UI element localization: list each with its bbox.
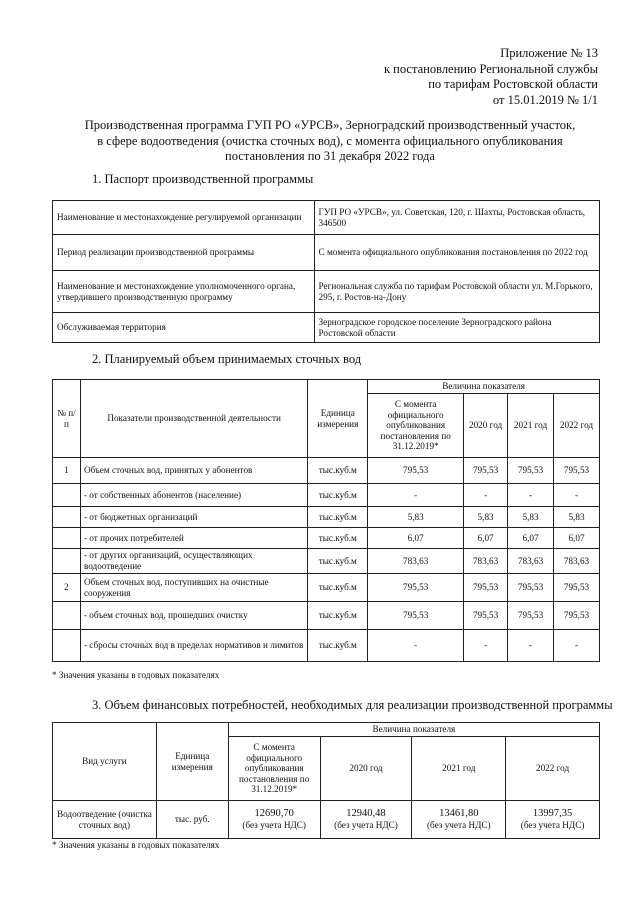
row-value: 783,63: [508, 549, 554, 574]
row-value-cell: [228, 801, 320, 839]
row-value: 6,07: [554, 528, 600, 549]
row-value: 795,53: [554, 602, 600, 630]
row-num: [53, 630, 81, 662]
table-row: [53, 484, 600, 507]
row-name: Объем сточных вод, принятых у абонентов: [80, 458, 307, 484]
passport-row: [53, 235, 600, 271]
row-value: -: [508, 484, 554, 507]
row-value: -: [368, 484, 464, 507]
row-value: -: [464, 484, 508, 507]
header-value-group: Величина показателя: [368, 380, 600, 394]
table-row: [53, 528, 600, 549]
row-value: 783,63: [554, 549, 600, 574]
table-row: [53, 630, 600, 662]
vat-note: (без учета НДС): [242, 820, 306, 831]
row-num: 2: [53, 574, 81, 602]
table-header-row: [53, 380, 600, 394]
title-line: Производственная программа ГУП РО «УРСВ», Зерноградский производственный участок,: [84, 118, 576, 132]
passport-label: Наименование и местонахождение уполномоченного органа, утвердившего производственную программу: [53, 271, 315, 313]
row-value: 795,53: [464, 602, 508, 630]
row-num: [53, 484, 81, 507]
header-col-3: 2022 год: [506, 737, 600, 801]
row-value: 5,83: [508, 507, 554, 528]
row-value: 12940,48: [346, 808, 386, 820]
row-name: - сбросы сточных вод в пределах нормативов и лимитов: [80, 630, 307, 662]
row-unit: тыс.куб.м: [308, 507, 368, 528]
header-indicator: Показатели производственной деятельности: [80, 380, 307, 458]
row-unit: тыс.куб.м: [308, 484, 368, 507]
passport-value: Зерноградское городское поселение Зерноградского района Ростовской области: [314, 313, 599, 343]
row-value: -: [368, 630, 464, 662]
appendix-line: Приложение № 13: [500, 46, 598, 60]
row-value: 795,53: [508, 458, 554, 484]
passport-value: ГУП РО «УРСВ», ул. Советская, 120, г. Шахты, Ростовская область, 346500: [314, 201, 599, 235]
row-value: 12690,70: [254, 808, 294, 820]
row-value: 13997,35: [532, 808, 573, 820]
appendix-header: [384, 46, 598, 108]
row-name: - от других организаций, осуществляющих водоотведение: [80, 549, 307, 574]
row-value: 795,53: [508, 574, 554, 602]
row-num: [53, 549, 81, 574]
row-value: 6,07: [464, 528, 508, 549]
row-value-cell: [412, 801, 506, 839]
header-col-1: 2020 год: [320, 737, 412, 801]
row-value: 795,53: [554, 574, 600, 602]
row-unit: тыс. руб.: [156, 801, 228, 839]
row-value: 13461,80: [439, 808, 479, 820]
header-service: Вид услуги: [53, 723, 157, 801]
row-unit: тыс.куб.м: [308, 528, 368, 549]
vat-note: (без учета НДС): [520, 820, 585, 831]
appendix-line: от 15.01.2019 № 1/1: [492, 92, 598, 107]
row-value: 6,07: [368, 528, 464, 549]
appendix-line: к постановлению Региональной службы: [383, 61, 598, 76]
header-col-0: С момента официального опубликования постановления по 31.12.2019*: [228, 737, 320, 801]
passport-value: С момента официального опубликования постановления по 2022 год: [314, 235, 599, 271]
row-name: - от собственных абонентов (население): [80, 484, 307, 507]
title-line: постановления по 31 декабря 2022 года: [225, 149, 435, 163]
row-num: [53, 602, 81, 630]
row-value: 795,53: [554, 458, 600, 484]
header-unit: Единица измерения: [156, 723, 228, 801]
table-footnote: * Значения указаны в годовых показателях: [52, 670, 220, 680]
header-col-2: 2021 год: [508, 394, 554, 458]
row-value: -: [554, 484, 600, 507]
header-unit: Единица измерения: [308, 380, 368, 458]
row-unit: тыс.куб.м: [308, 574, 368, 602]
section-1-heading: 1. Паспорт производственной программы: [92, 172, 314, 186]
wastewater-volume-table: [52, 379, 600, 662]
row-value: -: [464, 630, 508, 662]
table-row: [53, 574, 600, 602]
title-line: в сфере водоотведения (очистка сточных вод), с момента официального опубликования: [97, 133, 563, 148]
vat-note: (без учета НДС): [426, 820, 491, 831]
row-unit: тыс.куб.м: [308, 630, 368, 662]
row-value: 795,53: [464, 574, 508, 602]
table-footnote: * Значения указаны в годовых показателях: [52, 840, 220, 850]
row-name: - от бюджетных организаций: [80, 507, 307, 528]
section-3-heading: 3. Объем финансовых потребностей, необходимых для реализации производственной программы: [92, 698, 613, 712]
row-name: - объем сточных вод, прошедших очистку: [80, 602, 307, 630]
financial-needs-table: [52, 722, 600, 839]
header-col-1: 2020 год: [464, 394, 508, 458]
passport-label: Обслуживаемая территория: [53, 313, 315, 343]
row-unit: тыс.куб.м: [308, 602, 368, 630]
header-col-0: С момента официального опубликования постановления по 31.12.2019*: [368, 394, 464, 458]
row-value: -: [554, 630, 600, 662]
row-value: 6,07: [508, 528, 554, 549]
passport-row: [53, 271, 600, 313]
passport-value: Региональная служба по тарифам Ростовской области ул. М.Горького, 295, г. Ростов-на-Дону: [314, 271, 599, 313]
row-value-cell: [506, 801, 600, 839]
row-value: 5,83: [368, 507, 464, 528]
row-value: -: [508, 630, 554, 662]
passport-table: [52, 200, 600, 343]
row-value: 5,83: [464, 507, 508, 528]
header-col-2: 2021 год: [412, 737, 506, 801]
row-unit: тыс.куб.м: [308, 458, 368, 484]
header-num: № п/п: [53, 380, 81, 458]
row-value: 795,53: [464, 458, 508, 484]
table-row: [53, 549, 600, 574]
row-name: - от прочих потребителей: [80, 528, 307, 549]
row-num: [53, 507, 81, 528]
row-value: 795,53: [368, 602, 464, 630]
passport-row: [53, 201, 600, 235]
row-unit: тыс.куб.м: [308, 549, 368, 574]
table-row: [53, 602, 600, 630]
passport-label: Наименование и местонахождение регулируемой организации: [53, 201, 315, 235]
table-row: [53, 507, 600, 528]
row-name: Объем сточных вод, поступивших на очистные сооружения: [80, 574, 307, 602]
row-value: 795,53: [368, 458, 464, 484]
section-2-heading: 2. Планируемый объем принимаемых сточных вод: [92, 352, 362, 366]
passport-row: [53, 313, 600, 343]
table-row: [53, 801, 600, 839]
row-value-cell: [320, 801, 412, 839]
document-title: [60, 118, 600, 165]
table-header-row: [53, 723, 600, 737]
passport-label: Период реализации производственной программы: [53, 235, 315, 271]
row-num: [53, 528, 81, 549]
table-row: [53, 458, 600, 484]
appendix-line: по тарифам Ростовской области: [428, 77, 598, 91]
row-value: 5,83: [554, 507, 600, 528]
header-col-3: 2022 год: [554, 394, 600, 458]
row-value: 783,63: [464, 549, 508, 574]
row-num: 1: [53, 458, 81, 484]
header-value-group: Величина показателя: [228, 723, 599, 737]
row-value: 795,53: [368, 574, 464, 602]
row-value: 783,63: [368, 549, 464, 574]
vat-note: (без учета НДС): [334, 820, 398, 831]
row-value: 795,53: [508, 602, 554, 630]
row-service: Водоотведение (очистка сточных вод): [53, 801, 157, 839]
